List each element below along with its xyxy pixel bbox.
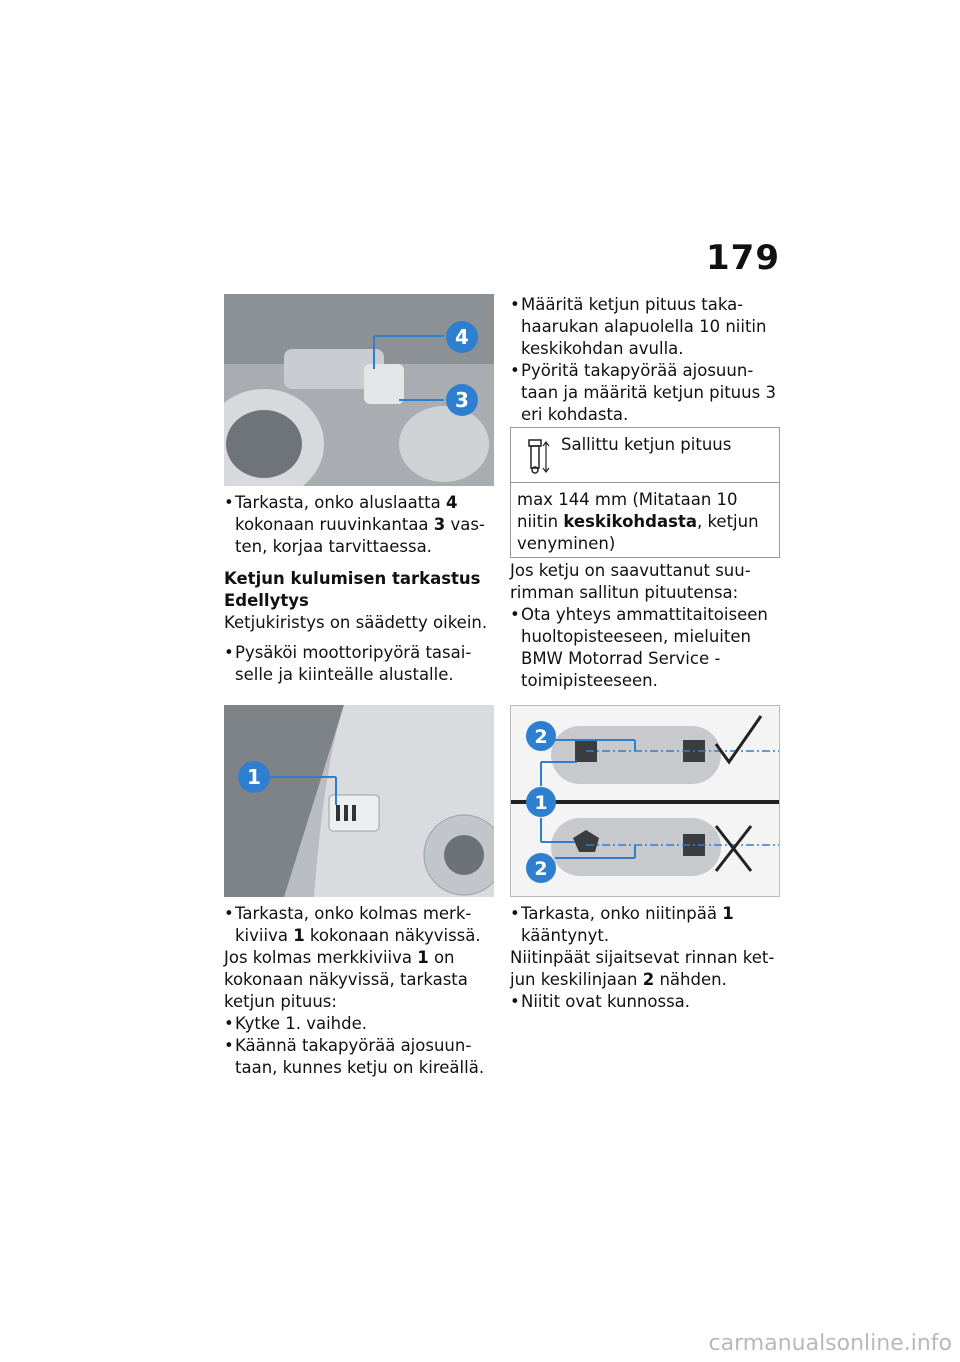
- rivets-ok-bullet: • Niitit ovat kunnossa.: [510, 991, 780, 1013]
- contact-service-bullet: • Ota yhteys ammattitaitoiseen huoltopisteeseen, mieluiten BMW Motorrad Service -toimipisteeseen.: [510, 604, 780, 692]
- callout-3: 3: [455, 388, 469, 412]
- page-number: 179: [706, 238, 780, 278]
- mark-visible-paragraph: Jos kolmas merkkiviiva 1 on kokonaan näkyvissä, tarkasta ketjun pituus:: [224, 948, 468, 1011]
- rotate-bullet: • Pyöritä takapyörää ajosuuntaan ja määritä ketjun pituus 3 eri kohdasta.: [510, 360, 780, 426]
- prerequisite-heading: Edellytys: [224, 591, 309, 610]
- chain-rivets-photo: [510, 705, 780, 897]
- park-bullet: • Pysäköi moottoripyörä tasaiselle ja kiinteälle alustalle.: [224, 642, 494, 686]
- section-heading: Ketjun kulumisen tarkastus: [224, 569, 481, 588]
- limit-paragraph: Jos ketju on saavuttanut suurimman sallitun pituutensa:: [510, 561, 751, 602]
- chain-marks-photo: [224, 705, 494, 897]
- callout-1: 1: [247, 765, 261, 789]
- rivet-position-paragraph: Niitinpäät sijaitsevat rinnan ketjun keskilinjaan 2 nähden.: [510, 948, 775, 989]
- callout-1: 1: [534, 792, 548, 814]
- check-rivet-bullet: • Tarkasta, onko niitinpää 1 kääntynyt.: [510, 903, 780, 947]
- gear-bullet: • Kytke 1. vaihde.: [224, 1013, 494, 1035]
- spec-title: Sallittu ketjun pituus: [561, 435, 732, 454]
- measure-bullet: • Määritä ketjun pituus takahaarukan alapuolella 10 niitin keskikohdan avulla.: [510, 294, 780, 360]
- footer-watermark: carmanualsonline.info: [708, 1331, 952, 1356]
- callout-4: 4: [455, 325, 469, 349]
- check-washer-bullet: • Tarkasta, onko aluslaatta 4 kokonaan ruuvinkantaa 3 vasten, korjaa tarvittaessa.: [224, 492, 494, 558]
- turn-wheel-bullet: • Käännä takapyörää ajosuuntaan, kunnes ketju on kireällä.: [224, 1035, 494, 1079]
- washer-screw-photo: [224, 294, 494, 486]
- prerequisite-text: Ketjukiristys on säädetty oikein.: [224, 613, 488, 632]
- spec-table: [510, 427, 780, 558]
- callout-2-bottom: 2: [534, 858, 548, 880]
- measuring-icon: [525, 436, 551, 482]
- callout-2-top: 2: [534, 726, 548, 748]
- check-mark-bullet: • Tarkasta, onko kolmas merkkiviiva 1 kokonaan näkyvissä.: [224, 903, 494, 947]
- spec-value: max 144 mm (Mitataan 10 niitin keskikohdasta, ketjun venyminen): [517, 490, 759, 553]
